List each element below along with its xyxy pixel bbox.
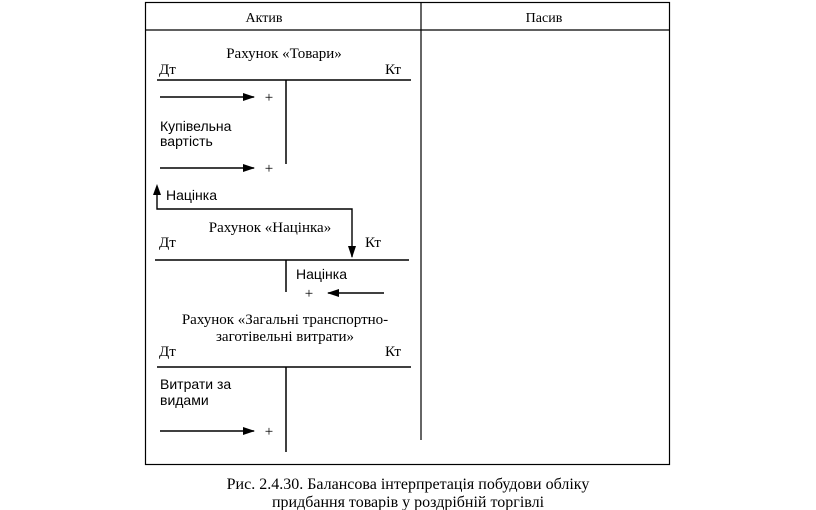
account-markup-credit: Кт — [365, 235, 381, 251]
figure-caption-line1: Рис. 2.4.30. Балансова інтерпретація побудови обліку — [226, 476, 590, 493]
header-assets: Актив — [245, 11, 283, 26]
account-goods-title: Рахунок «Товари» — [226, 46, 342, 62]
goods-label-line2: вартість — [160, 133, 213, 149]
account-markup-title: Рахунок «Націнка» — [208, 220, 332, 236]
transport-plus: + — [264, 424, 274, 440]
markup-flow-arrowhead-down — [348, 246, 356, 258]
markup-flow-arrowhead-up — [153, 184, 161, 195]
markup-credit-label: Націнка — [296, 266, 347, 282]
figure-caption-line2: придбання товарів у роздрібній торгівлі — [271, 494, 545, 510]
transport-label-line2: видами — [160, 392, 209, 408]
account-goods-debit: Дт — [159, 62, 176, 78]
markup-flow-label: Націнка — [166, 187, 217, 203]
transport-label-line1: Витрати за — [160, 376, 232, 392]
goods-plus-top: + — [264, 90, 274, 106]
account-transport-title-line1: Рахунок «Загальні транспортно- — [181, 312, 389, 328]
account-transport-title-line2: заготівельні витрати» — [215, 329, 355, 345]
account-transport-debit: Дт — [159, 344, 176, 360]
goods-plus-bottom: + — [264, 161, 274, 177]
account-goods-credit: Кт — [385, 62, 401, 78]
header-liabilities: Пасив — [525, 11, 563, 26]
account-transport-credit: Кт — [385, 344, 401, 360]
account-markup-debit: Дт — [159, 235, 176, 251]
markup-plus: + — [304, 286, 314, 302]
goods-label-line1: Купівельна — [160, 118, 232, 134]
